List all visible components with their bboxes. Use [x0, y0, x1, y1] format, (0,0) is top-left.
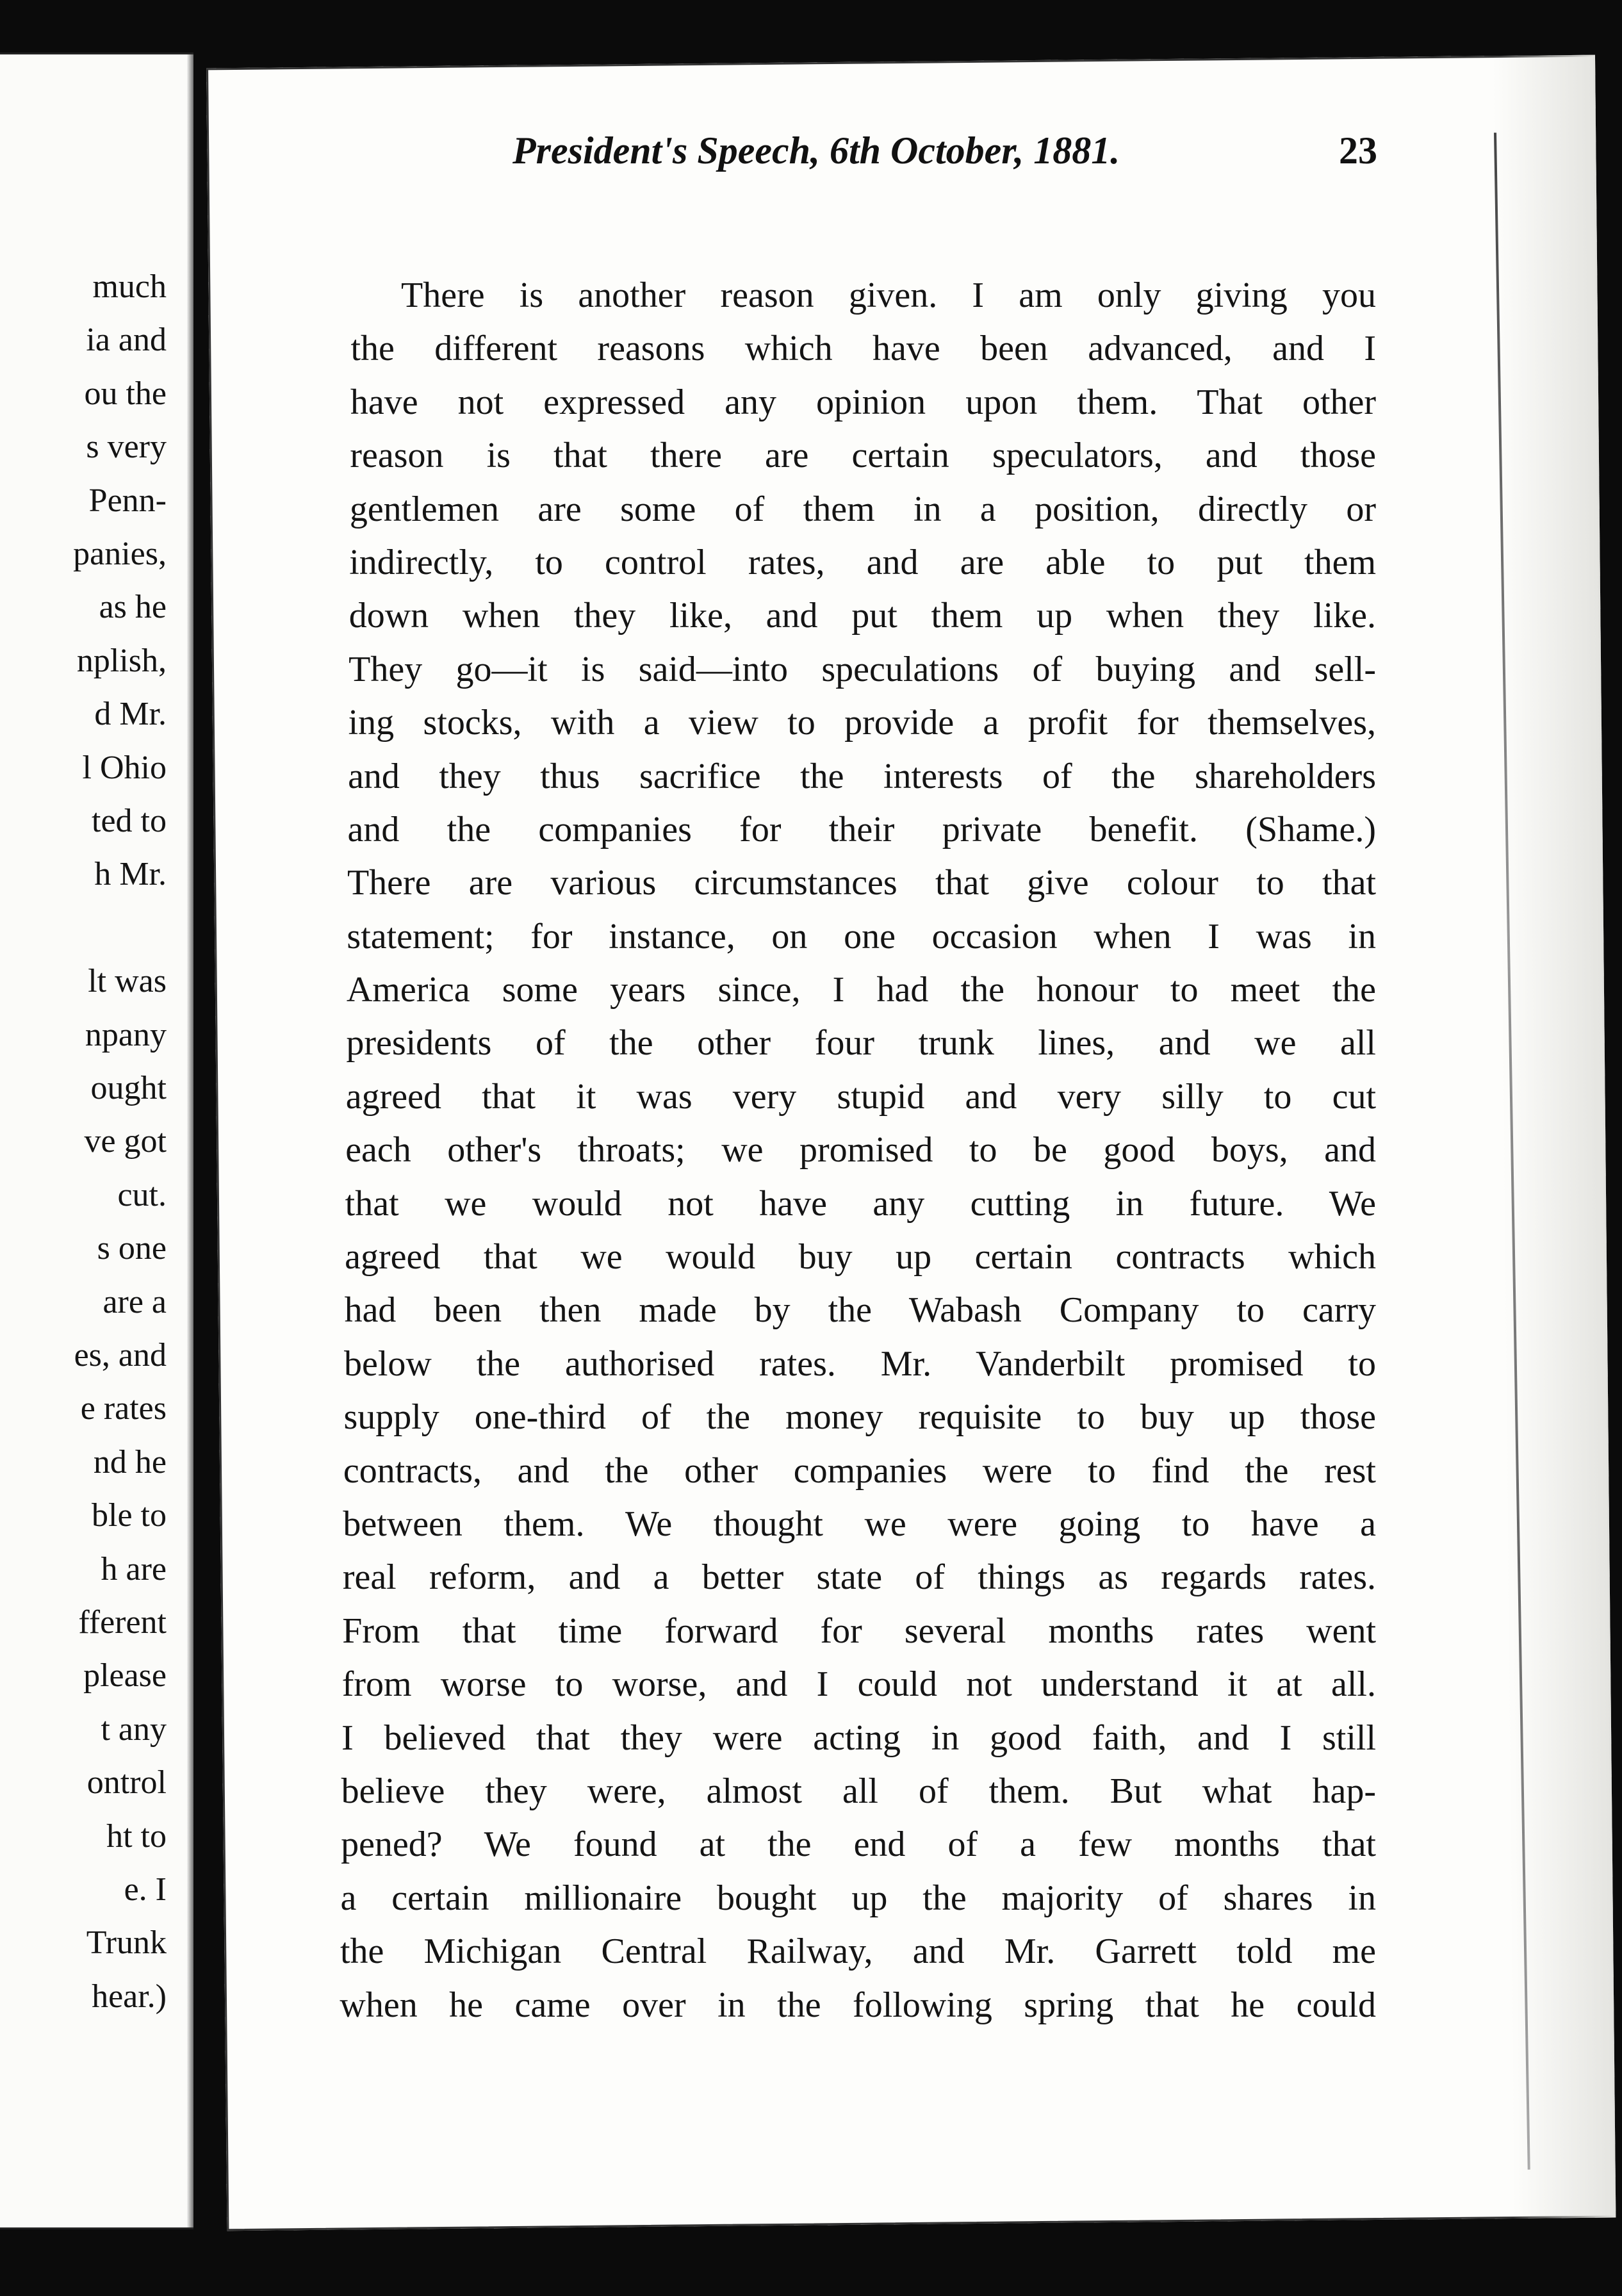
text-line: There is another reason given. I am only giving you: [401, 275, 1376, 315]
left-page-line: ht to: [106, 1817, 167, 1855]
left-page-line: fferent: [78, 1604, 167, 1641]
text-line: between them. We thought we were going to have a: [343, 1504, 1376, 1544]
text-line: supply one-third of the money requisite to buy up those: [343, 1397, 1376, 1438]
running-header: [301, 122, 1377, 179]
text-line: They go—it is said—into speculations of buying and sell-: [348, 649, 1376, 689]
text-line: had been then made by the Wabash Company to carry: [344, 1290, 1376, 1331]
text-line: contracts, and the other companies were to find the rest: [343, 1450, 1376, 1491]
text-line: have not expressed any opinion upon them. That other: [350, 382, 1376, 422]
page-number: 23: [1339, 129, 1377, 172]
text-line: indirectly, to control rates, and are able to put them: [349, 542, 1376, 582]
running-title: President's Speech, 6th October, 1881.: [512, 129, 1120, 172]
text-line: the different reasons which have been advanced, and I: [350, 329, 1376, 369]
left-page-line: d Mr.: [94, 696, 167, 733]
left-page-line: s one: [97, 1230, 167, 1267]
text-line: gentlemen are some of them in a position, directly or: [349, 489, 1376, 529]
left-page-line: ou the: [84, 375, 167, 412]
left-facing-page: [0, 53, 193, 2229]
text-line: down when they like, and put them up when they like.: [348, 596, 1376, 636]
text-line: each other's throats; we promised to be good boys, and: [345, 1130, 1376, 1170]
left-page-line: nd he: [93, 1443, 167, 1480]
left-page-line: l Ohio: [82, 749, 167, 786]
left-page-line: panies,: [73, 536, 167, 572]
left-page-line: nplish,: [76, 642, 167, 679]
left-page-line: Trunk: [86, 1924, 167, 1962]
book-gutter: [187, 54, 193, 2227]
left-page-line: as he: [99, 589, 167, 626]
text-line: and they thus sacrifice the interests of the shareholders: [348, 756, 1376, 796]
left-page-line: are a: [102, 1283, 167, 1320]
left-page-line: e rates: [80, 1390, 167, 1427]
text-line: reason is that there are certain speculators, and those: [350, 436, 1376, 476]
left-page-line: Penn-: [88, 482, 167, 519]
left-page-line: much: [92, 268, 167, 305]
left-page-line: please: [83, 1657, 167, 1694]
text-line: the Michigan Central Railway, and Mr. Garrett told me: [340, 1931, 1376, 1972]
left-page-line: ontrol: [86, 1764, 167, 1801]
text-line: I believed that they were acting in good faith, and I still: [341, 1718, 1376, 1758]
left-page-line: h Mr.: [94, 856, 167, 893]
text-line: From that time forward for several months rates went: [342, 1611, 1376, 1651]
text-line: that we would not have any cutting in future. We: [345, 1183, 1376, 1224]
left-page-line: h are: [101, 1550, 167, 1587]
text-line: ing stocks, with a view to provide a profit for themselves,: [348, 703, 1376, 743]
text-line: agreed that it was very stupid and very silly to cut: [345, 1076, 1376, 1117]
text-line: a certain millionaire bought up the majority of shares in: [340, 1878, 1376, 1918]
text-line: There are various circumstances that give colour to that: [347, 863, 1376, 903]
text-line: America some years since, I had the honour to meet the: [346, 970, 1376, 1010]
left-page-line: ought: [90, 1070, 167, 1106]
left-page-line: ted to: [92, 803, 167, 839]
left-page-line: cut.: [117, 1176, 167, 1213]
text-line: and the companies for their private benefit. (Shame.): [347, 809, 1376, 849]
text-line: pened? We found at the end of a few months that: [341, 1824, 1376, 1865]
left-page-line: ble to: [92, 1497, 167, 1534]
text-line: believe they were, almost all of them. But what hap-: [341, 1771, 1376, 1811]
left-page-line: t any: [101, 1710, 167, 1748]
left-page-line: es, and: [74, 1337, 167, 1374]
left-page-line: s very: [86, 429, 167, 466]
left-page-line: ia and: [86, 322, 167, 359]
text-line: from worse to worse, and I could not understand it at all.: [341, 1664, 1376, 1705]
text-line: below the authorised rates. Mr. Vanderbilt promised to: [344, 1343, 1376, 1384]
left-page-line: hear.): [92, 1978, 167, 2015]
text-line: statement; for instance, on one occasion when I was in: [347, 916, 1376, 956]
left-page-line: npany: [85, 1016, 167, 1053]
left-page-line: lt was: [88, 963, 167, 1000]
text-line: presidents of the other four trunk lines, and we all: [346, 1023, 1376, 1063]
left-page-line: ve got: [84, 1123, 167, 1160]
body-text: [340, 269, 1376, 2032]
text-line: when he came over in the following spring that he could: [340, 1985, 1376, 2025]
left-page-line: e. I: [124, 1871, 167, 1908]
text-line: agreed that we would buy up certain contracts which: [345, 1237, 1376, 1277]
text-line: real reform, and a better state of things as regards rates.: [342, 1557, 1376, 1598]
